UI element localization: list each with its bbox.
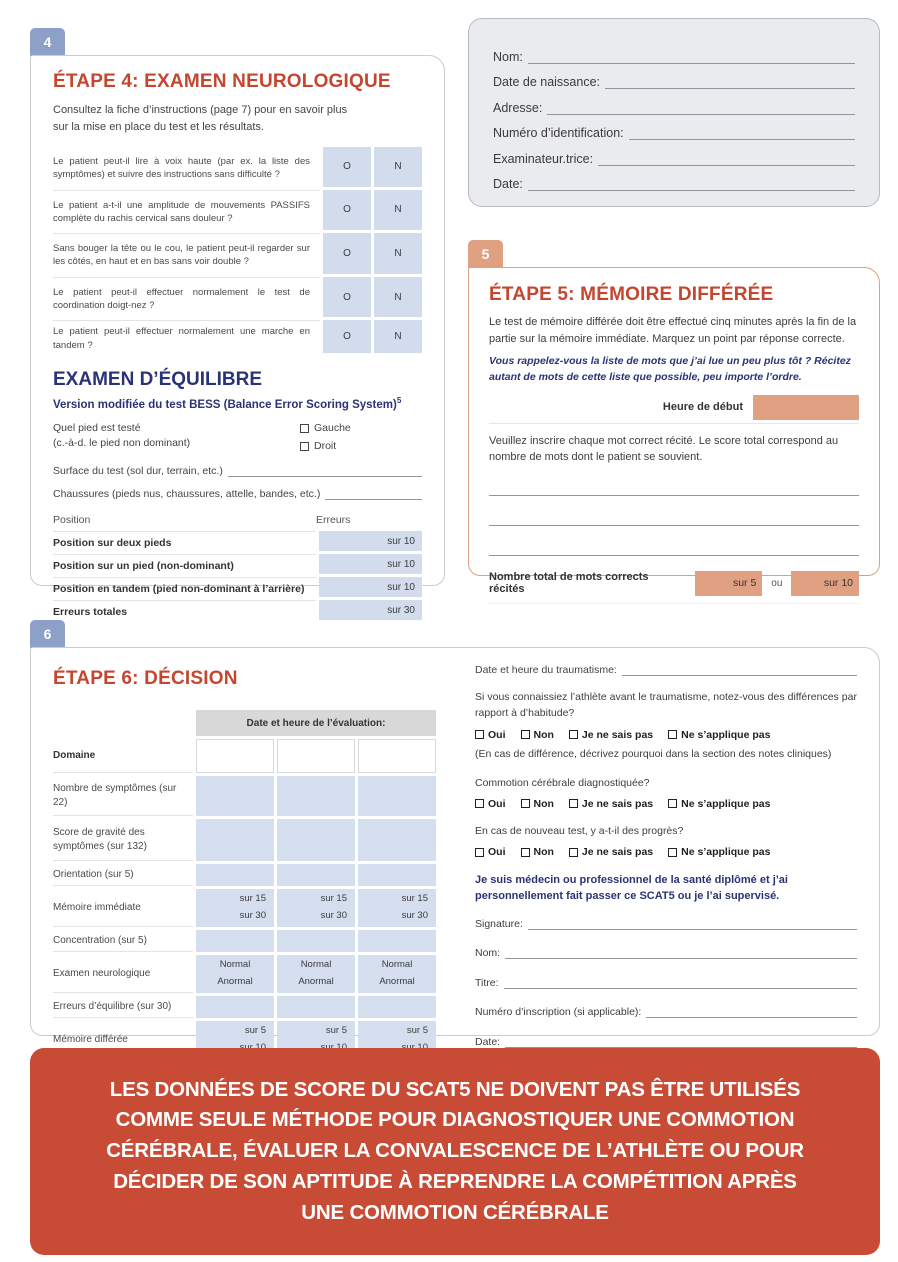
balance-score-cell[interactable]: sur 10 bbox=[319, 554, 422, 577]
balance-row bbox=[53, 554, 422, 577]
checkbox-icon[interactable] bbox=[668, 799, 677, 808]
cell-line: Normal bbox=[219, 959, 251, 971]
word-answer-line[interactable] bbox=[489, 466, 859, 496]
id-number-input-line[interactable] bbox=[629, 126, 855, 140]
checkbox-left-foot[interactable] bbox=[300, 421, 422, 436]
footwear-field bbox=[53, 488, 422, 500]
decision-table-column bbox=[53, 664, 445, 1045]
yes-cell[interactable]: O bbox=[323, 147, 371, 190]
name-label: Nom: bbox=[493, 49, 523, 64]
decision-table bbox=[53, 710, 445, 1059]
options-row bbox=[475, 846, 857, 858]
step-6-title: ÉTAPE 6: DÉCISION bbox=[53, 668, 238, 689]
score-cell[interactable] bbox=[196, 819, 274, 861]
option-label: Non bbox=[533, 797, 554, 810]
address-label: Adresse: bbox=[493, 100, 543, 115]
signature-field bbox=[475, 1006, 857, 1018]
cell-line: sur 30 bbox=[239, 910, 266, 921]
patient-field bbox=[493, 64, 855, 90]
step-6-tab-number: 6 bbox=[43, 626, 52, 642]
cell-line: sur 15 bbox=[239, 893, 266, 905]
cell-line: Anormal bbox=[217, 976, 253, 987]
tested-foot-row bbox=[53, 421, 422, 454]
neuro-question-row bbox=[53, 233, 422, 277]
balance-row-label: Erreurs totales bbox=[53, 600, 316, 623]
step-6-tab bbox=[30, 620, 65, 648]
row-label: Nombre de symptômes (sur 22) bbox=[53, 776, 193, 816]
score-sur-10-box[interactable]: sur 10 bbox=[791, 571, 859, 596]
option-label: Je ne sais pas bbox=[581, 846, 654, 859]
score-sur-5-box[interactable]: sur 5 bbox=[695, 571, 763, 596]
attestation-statement: Je suis médecin ou professionnel de la santé diplômé et j’ai personnellement fait passer ce SCAT5 ou je l’ai supervisé. bbox=[475, 874, 788, 902]
options-row bbox=[475, 798, 857, 810]
evaluation-datetime-cell[interactable] bbox=[196, 739, 274, 773]
neuro-question-row bbox=[53, 147, 422, 190]
neuro-question: Le patient a-t-il une amplitude de mouvements PASSIFS complète du rachis cervical sans douleur ? bbox=[53, 190, 320, 234]
options-row bbox=[475, 729, 857, 741]
score-cell[interactable] bbox=[358, 864, 436, 886]
test-surface-field bbox=[53, 465, 422, 477]
question-concussion-diagnosed: Commotion cérébrale diagnostiquée? bbox=[475, 776, 650, 789]
address-input-line[interactable] bbox=[547, 101, 855, 115]
checkbox-icon[interactable] bbox=[668, 848, 677, 857]
cell-line: sur 15 bbox=[401, 893, 428, 905]
checkbox-icon[interactable] bbox=[521, 848, 530, 857]
cell-line: sur 15 bbox=[320, 893, 347, 905]
checkbox-icon[interactable] bbox=[475, 730, 484, 739]
signature-label: Signature: bbox=[475, 917, 523, 930]
registration-number-input-line[interactable] bbox=[646, 1006, 857, 1018]
balance-exam-subtitle bbox=[53, 396, 422, 411]
step-4-tab bbox=[30, 28, 65, 56]
score-cell[interactable] bbox=[277, 955, 355, 993]
step-4-title: ÉTAPE 4: EXAMEN NEUROLOGIQUE bbox=[53, 71, 391, 92]
cell-line: sur 5 bbox=[325, 1025, 347, 1037]
score-cell[interactable] bbox=[277, 864, 355, 886]
score-cell[interactable] bbox=[358, 776, 436, 816]
evaluation-datetime-header: Date et heure de l’évaluation: bbox=[196, 710, 436, 736]
balance-row-label: Position sur deux pieds bbox=[53, 531, 316, 554]
score-cell[interactable] bbox=[196, 996, 274, 1018]
cell-line: Anormal bbox=[379, 976, 415, 987]
checkbox-icon[interactable] bbox=[521, 730, 530, 739]
errors-column-header: Erreurs bbox=[316, 514, 351, 527]
score-cell[interactable] bbox=[196, 864, 274, 886]
step-4-tab-number: 4 bbox=[43, 34, 52, 50]
score-cell[interactable] bbox=[196, 930, 274, 952]
name-input-line[interactable] bbox=[528, 50, 855, 64]
checkbox-icon[interactable] bbox=[569, 848, 578, 857]
step-5-title: ÉTAPE 5: MÉMOIRE DIFFÉRÉE bbox=[489, 284, 774, 305]
trauma-datetime-input-line[interactable] bbox=[622, 664, 857, 676]
signer-name-input-line[interactable] bbox=[505, 947, 857, 959]
score-cell[interactable] bbox=[196, 776, 274, 816]
step-4-section bbox=[30, 55, 445, 619]
neuro-question-row bbox=[53, 320, 422, 356]
score-cell[interactable] bbox=[358, 930, 436, 952]
id-number-label: Numéro d’identification: bbox=[493, 126, 624, 140]
option-label: Je ne sais pas bbox=[581, 797, 654, 810]
title-label: Titre: bbox=[475, 976, 499, 989]
registration-number-label: Numéro d’inscription (si applicable): bbox=[475, 1006, 642, 1019]
yes-cell[interactable]: O bbox=[323, 233, 371, 277]
examiner-input-line[interactable] bbox=[598, 152, 855, 166]
option-label: Oui bbox=[488, 797, 506, 810]
option-ne-sapplique-pas[interactable] bbox=[668, 729, 770, 741]
checkbox-icon[interactable] bbox=[475, 799, 484, 808]
position-column-header: Position bbox=[53, 514, 91, 527]
balance-subtitle-text: Version modifiée du test BESS (Balance Error Scoring System) bbox=[53, 398, 397, 411]
option-oui[interactable] bbox=[475, 729, 506, 741]
decision-questions-column bbox=[475, 664, 857, 1048]
checkbox-icon[interactable] bbox=[668, 730, 677, 739]
score-cell[interactable] bbox=[358, 889, 436, 927]
total-words-label: Nombre total de mots corrects récités bbox=[489, 571, 649, 595]
option-je-ne-sais-pas[interactable] bbox=[569, 798, 653, 810]
checkbox-icon[interactable] bbox=[521, 799, 530, 808]
checkbox-icon[interactable] bbox=[300, 442, 309, 451]
neuro-question: Le patient peut-il effectuer normalement le test de coordination doigt-nez ? bbox=[53, 277, 320, 321]
balance-row bbox=[53, 600, 422, 623]
score-cell[interactable] bbox=[277, 776, 355, 816]
total-words-row bbox=[489, 571, 859, 604]
option-label: Ne s’applique pas bbox=[681, 846, 771, 859]
start-time-label: Heure de début bbox=[662, 401, 743, 413]
step-5-tab bbox=[468, 240, 503, 268]
cell-line: sur 30 bbox=[320, 910, 347, 921]
option-non[interactable] bbox=[521, 846, 554, 858]
difference-note: (En cas de différence, décrivez pourquoi dans la section des notes cliniques) bbox=[475, 747, 832, 760]
neuro-question: Le patient peut-il lire à voix haute (par ex. la liste des symptômes) et suivre des instructions sans difficulté ? bbox=[53, 156, 310, 181]
balance-row bbox=[53, 577, 422, 600]
score-cell[interactable] bbox=[277, 930, 355, 952]
row-label: Score de gravité des symptômes (sur 132) bbox=[53, 819, 193, 861]
warning-banner bbox=[30, 1048, 880, 1255]
question-retest-progress: En cas de nouveau test, y a-t-il des progrès? bbox=[475, 824, 684, 837]
balance-score-cell[interactable]: sur 10 bbox=[319, 577, 422, 600]
checkbox-icon[interactable] bbox=[569, 799, 578, 808]
option-non[interactable] bbox=[521, 729, 554, 741]
no-cell[interactable]: N bbox=[374, 320, 422, 356]
date-label: Date: bbox=[493, 177, 523, 191]
start-time-input-box[interactable] bbox=[753, 395, 859, 420]
footwear-input-line[interactable] bbox=[325, 488, 422, 500]
option-label: Non bbox=[533, 846, 554, 859]
checkbox-right-foot[interactable] bbox=[300, 439, 422, 454]
signature-field bbox=[475, 1036, 857, 1048]
patient-field bbox=[493, 115, 855, 141]
score-cell[interactable] bbox=[277, 819, 355, 861]
date-input-line[interactable] bbox=[528, 177, 855, 191]
option-label: Oui bbox=[488, 728, 506, 741]
option-non[interactable] bbox=[521, 798, 554, 810]
test-surface-label: Surface du test (sol dur, terrain, etc.) bbox=[53, 465, 223, 478]
examiner-label: Examinateur.trice: bbox=[493, 151, 594, 166]
signature-field bbox=[475, 918, 857, 930]
yes-cell[interactable]: O bbox=[323, 320, 371, 356]
balance-row bbox=[53, 531, 422, 554]
balance-table-header bbox=[53, 514, 422, 531]
option-label: Je ne sais pas bbox=[581, 728, 654, 741]
balance-row-label: Position sur un pied (non-dominant) bbox=[53, 554, 316, 577]
tested-foot-label bbox=[53, 421, 190, 454]
checkbox-left-foot-label: Gauche bbox=[314, 421, 351, 434]
step-5-tab-number: 5 bbox=[481, 246, 490, 262]
sign-date-input-line[interactable] bbox=[505, 1036, 857, 1048]
patient-field bbox=[493, 166, 855, 192]
patient-info-box bbox=[468, 18, 880, 207]
word-answer-line[interactable] bbox=[489, 526, 859, 556]
option-oui[interactable] bbox=[475, 798, 506, 810]
or-label: ou bbox=[771, 577, 783, 589]
no-cell[interactable]: N bbox=[374, 190, 422, 234]
row-label: Erreurs d’équilibre (sur 30) bbox=[53, 996, 193, 1018]
trauma-datetime-field bbox=[475, 664, 857, 676]
signature-input-line[interactable] bbox=[528, 918, 857, 930]
tested-foot-label-line1: Quel pied est testé bbox=[53, 421, 141, 434]
cell-line: sur 5 bbox=[244, 1025, 266, 1037]
trauma-datetime-label: Date et heure du traumatisme: bbox=[475, 664, 617, 676]
patient-field bbox=[493, 140, 855, 166]
yes-cell[interactable]: O bbox=[323, 277, 371, 321]
start-time-row bbox=[489, 395, 859, 424]
evaluation-datetime-cell[interactable] bbox=[277, 739, 355, 773]
row-label: Concentration (sur 5) bbox=[53, 930, 193, 952]
step-5-intro: Le test de mémoire différée doit être effectué cinq minutes après la fin de la partie sur la mémoire immédiate. Marquez un point par réponse correcte. bbox=[489, 316, 857, 345]
signature-field bbox=[475, 947, 857, 959]
row-label: Examen neurologique bbox=[53, 955, 193, 993]
signature-field bbox=[475, 977, 857, 989]
birthdate-label: Date de naissance: bbox=[493, 75, 601, 89]
score-cell[interactable] bbox=[358, 996, 436, 1018]
score-cell[interactable] bbox=[358, 819, 436, 861]
balance-exam-title: EXAMEN D’ÉQUILIBRE bbox=[53, 368, 263, 390]
tested-foot-label-line2: (c.-à-d. le pied non dominant) bbox=[53, 437, 191, 450]
option-label: Ne s’applique pas bbox=[681, 797, 771, 810]
score-cell[interactable] bbox=[196, 955, 274, 993]
neuro-question-row bbox=[53, 277, 422, 321]
no-cell[interactable]: N bbox=[374, 233, 422, 277]
cell-line: Anormal bbox=[298, 976, 334, 987]
title-input-line[interactable] bbox=[504, 977, 857, 989]
footwear-label: Chaussures (pieds nus, chaussures, attelle, bandes, etc.) bbox=[53, 488, 321, 501]
balance-score-cell[interactable]: sur 30 bbox=[319, 600, 422, 623]
option-ne-sapplique-pas[interactable] bbox=[668, 798, 770, 810]
cell-line: sur 30 bbox=[401, 910, 428, 921]
score-cell[interactable] bbox=[277, 996, 355, 1018]
signer-name-label: Nom: bbox=[475, 947, 501, 960]
step-4-intro: Consultez la fiche d’instructions (page 7) pour en savoir plus sur la mise en place du test et les résultats. bbox=[53, 104, 348, 133]
yes-cell[interactable]: O bbox=[323, 190, 371, 234]
option-je-ne-sais-pas[interactable] bbox=[569, 729, 653, 741]
neuro-exam-table bbox=[53, 147, 422, 356]
domain-label: Domaine bbox=[53, 739, 193, 773]
checkbox-icon[interactable] bbox=[475, 848, 484, 857]
score-cell[interactable] bbox=[196, 889, 274, 927]
evaluation-datetime-cell[interactable] bbox=[358, 739, 436, 773]
test-surface-input-line[interactable] bbox=[228, 465, 422, 477]
balance-row-label: Position en tandem (pied non-dominant à l’arrière) bbox=[53, 577, 316, 600]
footnote-marker: 5 bbox=[396, 395, 402, 405]
checkbox-icon[interactable] bbox=[300, 424, 309, 433]
no-cell[interactable]: N bbox=[374, 277, 422, 321]
row-label: Mémoire différée bbox=[53, 1021, 193, 1059]
sign-date-label: Date: bbox=[475, 1035, 501, 1048]
birthdate-input-line[interactable] bbox=[605, 75, 855, 89]
option-label: Oui bbox=[488, 846, 506, 859]
option-ne-sapplique-pas[interactable] bbox=[668, 846, 770, 858]
word-answer-line[interactable] bbox=[489, 496, 859, 526]
row-label: Orientation (sur 5) bbox=[53, 864, 193, 886]
neuro-question: Sans bouger la tête ou le cou, le patient peut-il regarder sur les côtés, en haut et en bas sans voir double ? bbox=[53, 233, 320, 277]
patient-field bbox=[493, 38, 855, 64]
cell-line: Normal bbox=[381, 959, 413, 971]
table-spacer bbox=[53, 710, 193, 736]
step-5-section bbox=[468, 267, 880, 595]
checkbox-right-foot-label: Droit bbox=[314, 440, 337, 453]
score-cell[interactable] bbox=[358, 955, 436, 993]
option-oui[interactable] bbox=[475, 846, 506, 858]
step-6-section bbox=[30, 647, 880, 1048]
row-label: Mémoire immédiate bbox=[53, 889, 193, 927]
option-label: Non bbox=[533, 728, 554, 741]
score-cell[interactable] bbox=[277, 889, 355, 927]
patient-field bbox=[493, 89, 855, 115]
cell-line: Normal bbox=[300, 959, 332, 971]
cell-line: sur 5 bbox=[406, 1025, 428, 1037]
neuro-question: Le patient peut-il effectuer normalement une marche en tandem ? bbox=[53, 320, 320, 356]
neuro-question-row bbox=[53, 190, 422, 234]
no-cell[interactable]: N bbox=[374, 147, 422, 190]
step-5-script: Vous rappelez-vous la liste de mots que j’ai lue un peu plus tôt ? Récitez autant de mots de cette liste que possible, peu importe l’ordre. bbox=[489, 355, 851, 383]
step-5-instruction: Veuillez inscrire chaque mot correct récité. Le score total correspond au nombre de mots dont le patient se souvient. bbox=[489, 434, 839, 463]
option-label: Ne s’applique pas bbox=[681, 728, 771, 741]
warning-text: LES DONNÉES DE SCORE DU SCAT5 NE DOIVENT PAS ÊTRE UTILISÉS COMME SEULE MÉTHODE POUR DIAGNOSTIQUER UNE COMMOTION CÉRÉBRALE, ÉVALUER LA CONVALESCENCE DE L’ATHLÈTE OU POUR DÉCIDER DE SON APTITUDE À REPRENDRE LA COMPÉTITION APRÈS UNE COMMOTION CÉRÉBRALE bbox=[106, 1077, 804, 1224]
option-je-ne-sais-pas[interactable] bbox=[569, 846, 653, 858]
balance-score-cell[interactable]: sur 10 bbox=[319, 531, 422, 554]
checkbox-icon[interactable] bbox=[569, 730, 578, 739]
question-differences: Si vous connaissiez l’athlète avant le traumatisme, notez-vous des différences par rapport à d’habitude? bbox=[475, 691, 857, 720]
